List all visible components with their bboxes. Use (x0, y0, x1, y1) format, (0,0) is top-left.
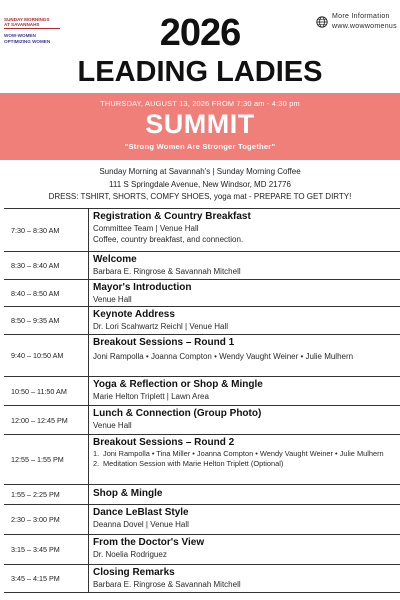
more-info-url[interactable]: www.wowwomenus (332, 23, 397, 30)
row-detail: Venue Hall (93, 421, 132, 430)
row-content (93, 252, 396, 279)
row-content (93, 565, 396, 592)
schedule-row (4, 505, 400, 535)
event-date: THURSDAY, AUGUST 13, 2026 FROM 7:30 am - 4:30 pm (100, 99, 300, 108)
row-content (93, 435, 396, 484)
list-number: 1. (93, 449, 100, 458)
event-tagline: "Strong Women Are Stronger Together" (124, 142, 276, 151)
event-title: LEADING LADIES (77, 56, 323, 88)
row-content (93, 485, 396, 504)
schedule-row (4, 307, 400, 335)
row-time: 8:50 – 9:35 AM (11, 316, 60, 325)
column-divider (88, 280, 89, 306)
row-content (93, 406, 396, 434)
summit-heading: SUMMIT (145, 109, 255, 139)
row-title: Breakout Sessions – Round 2 (93, 437, 235, 448)
schedule-table (4, 208, 400, 592)
schedule-row (4, 280, 400, 307)
column-divider (88, 505, 89, 534)
more-info-label: More Information (332, 13, 390, 20)
row-title: Welcome (93, 254, 137, 265)
column-divider (88, 252, 89, 279)
row-title: Lunch & Connection (Group Photo) (93, 408, 262, 419)
row-content (93, 505, 396, 534)
schedule-row (4, 406, 400, 435)
column-divider (88, 565, 89, 592)
row-detail: Barbara E. Ringrose & Savannah Mitchell (93, 267, 241, 276)
row-time: 10:50 – 11:50 AM (11, 386, 67, 396)
row-time: 12:00 – 12:45 PM (11, 415, 68, 425)
venue-name: Sunday Morning at Savannah's | Sunday Morning Coffee (99, 167, 301, 176)
row-title: Dance LeBlast Style (93, 507, 189, 518)
logo-line-1b: AT SAVANNAHS (4, 22, 40, 28)
row-detail: Dr. Lori Scahwartz Reichl | Venue Hall (93, 322, 229, 331)
list-text: Joni Rampolla • Tina Miller • Joanna Compton • Wendy Vaught Weiner • Julie Mulhern (103, 449, 384, 458)
schedule-row (4, 565, 400, 593)
logo-line-1a: SUNDAY MORNINGS (4, 17, 50, 22)
row-detail: Coffee, country breakfast, and connection. (93, 235, 244, 244)
column-divider (88, 406, 89, 434)
event-year: 2026 (159, 12, 241, 54)
schedule-row (4, 335, 400, 377)
list-number: 2. (93, 459, 100, 468)
row-detail: Marie Helton Triplett | Lawn Area (93, 392, 209, 401)
list-text: Meditation Session with Marie Helton Triplett (Optional) (103, 459, 284, 468)
row-title: Keynote Address (93, 309, 175, 320)
row-content (93, 335, 396, 376)
schedule-row (4, 209, 400, 252)
schedule-row (4, 435, 400, 485)
column-divider (88, 485, 89, 504)
schedule-row (4, 252, 400, 280)
row-time: 3:45 – 4:15 PM (11, 574, 60, 583)
row-title: Closing Remarks (93, 567, 175, 578)
row-time: 2:30 – 3:00 PM (11, 515, 60, 524)
list-item (93, 459, 396, 469)
logo-line-2b: OPTIMIZING WOMEN (4, 38, 51, 44)
schedule-row (4, 535, 400, 565)
column-divider (88, 335, 89, 376)
venue-info (0, 166, 400, 204)
row-time: 8:30 – 8:40 AM (11, 261, 60, 270)
row-time: 7:30 – 8:30 AM (11, 225, 60, 235)
venue-address: 111 S Springdale Avenue, New Windsor, MD 21776 (109, 179, 291, 189)
row-title: Yoga & Reflection or Shop & Mingle (93, 379, 263, 390)
summit-banner (0, 93, 400, 160)
row-detail: Dr. Noelia Rodriguez (93, 550, 167, 559)
column-divider (88, 209, 89, 251)
row-title: Registration & Country Breakfast (93, 211, 251, 222)
row-title: Breakout Sessions – Round 1 (93, 337, 235, 348)
dress-code: DRESS: TSHIRT, SHORTS, COMFY SHOES, yoga mat - PREPARE TO GET DIRTY! (48, 192, 352, 202)
row-detail: Joni Rampolla • Joanna Compton • Wendy Vaught Weiner • Julie Mulhern (93, 352, 354, 361)
column-divider (88, 535, 89, 564)
row-detail: Deanna Dovel | Venue Hall (93, 520, 189, 529)
list-item (93, 449, 396, 459)
row-title: Shop & Mingle (93, 488, 163, 499)
row-title: From the Doctor's View (93, 537, 205, 548)
row-detail: Committee Team | Venue Hall (93, 224, 199, 233)
row-time: 9:40 – 10:50 AM (11, 351, 64, 360)
row-content (93, 377, 396, 405)
row-content (93, 209, 396, 251)
column-divider (88, 377, 89, 405)
row-content (93, 307, 396, 334)
logo-line-2a: WOW-WOMEN (4, 33, 36, 39)
column-divider (88, 307, 89, 334)
session-list (93, 449, 396, 469)
schedule-row (4, 485, 400, 505)
row-content (93, 535, 396, 564)
row-time: 1:55 – 2:25 PM (11, 490, 60, 499)
schedule-row (4, 377, 400, 406)
row-title: Mayor's Introduction (93, 282, 192, 293)
row-time: 8:40 – 8:50 AM (11, 288, 60, 298)
row-detail: Barbara E. Ringrose & Savannah Mitchell (93, 580, 241, 589)
column-divider (88, 435, 89, 484)
row-detail: Venue Hall (93, 295, 132, 304)
row-time: 12:55 – 1:55 PM (11, 455, 64, 464)
row-time: 3:15 – 3:45 PM (11, 545, 60, 554)
row-content (93, 280, 396, 306)
